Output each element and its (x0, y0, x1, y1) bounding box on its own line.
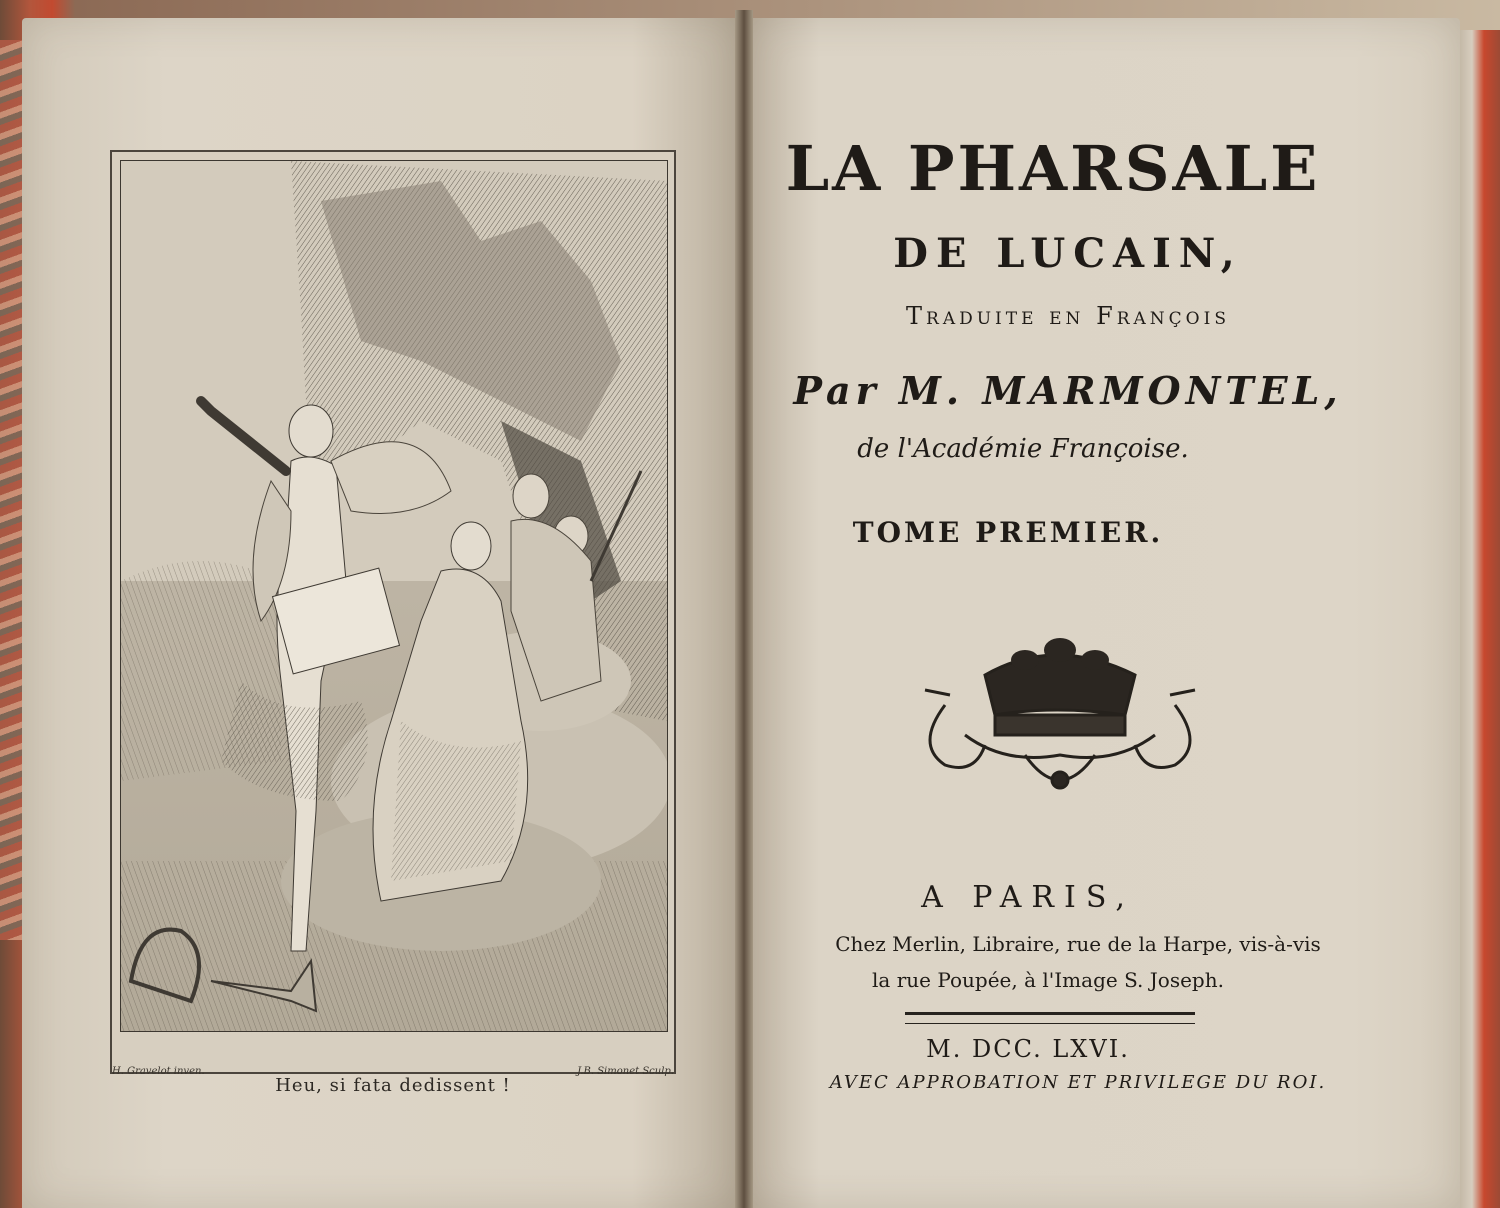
book-title: LA PHARSALE (785, 132, 1321, 205)
ornament-vignette-icon (905, 615, 1215, 805)
red-page-edge (1460, 30, 1500, 1208)
volume-label: TOME PREMIER. (852, 516, 1164, 549)
publication-city: A PARIS, (921, 880, 1135, 915)
engraving-caption: Heu, si fata dedissent ! (275, 1075, 511, 1096)
publication-year: M. DCC. LXVI. (926, 1035, 1130, 1063)
engraving-image (120, 160, 668, 1032)
royal-privilege: AVEC APPROBATION ET PRIVILEGE DU ROI. (829, 1072, 1327, 1093)
artist-credit: H. Gravelot inven. (112, 1066, 205, 1077)
publisher-line-1: Chez Merlin, Libraire, rue de la Harpe, vis-à-vis (835, 932, 1321, 956)
author-line: Par M. MARMONTEL, (793, 368, 1343, 413)
affiliation-line: de l'Académie Françoise. (857, 434, 1189, 464)
book-subtitle: DE LUCAIN, (893, 230, 1243, 277)
frontispiece-engraving (110, 150, 676, 1096)
engraver-credit: J.B. Simonet Sculp. (577, 1066, 674, 1077)
translation-line: Traduite en François (906, 302, 1230, 330)
publisher-line-2: la rue Poupée, à l'Image S. Joseph. (872, 968, 1224, 992)
double-rule (905, 1012, 1195, 1024)
engraving-illustration (121, 161, 667, 1031)
